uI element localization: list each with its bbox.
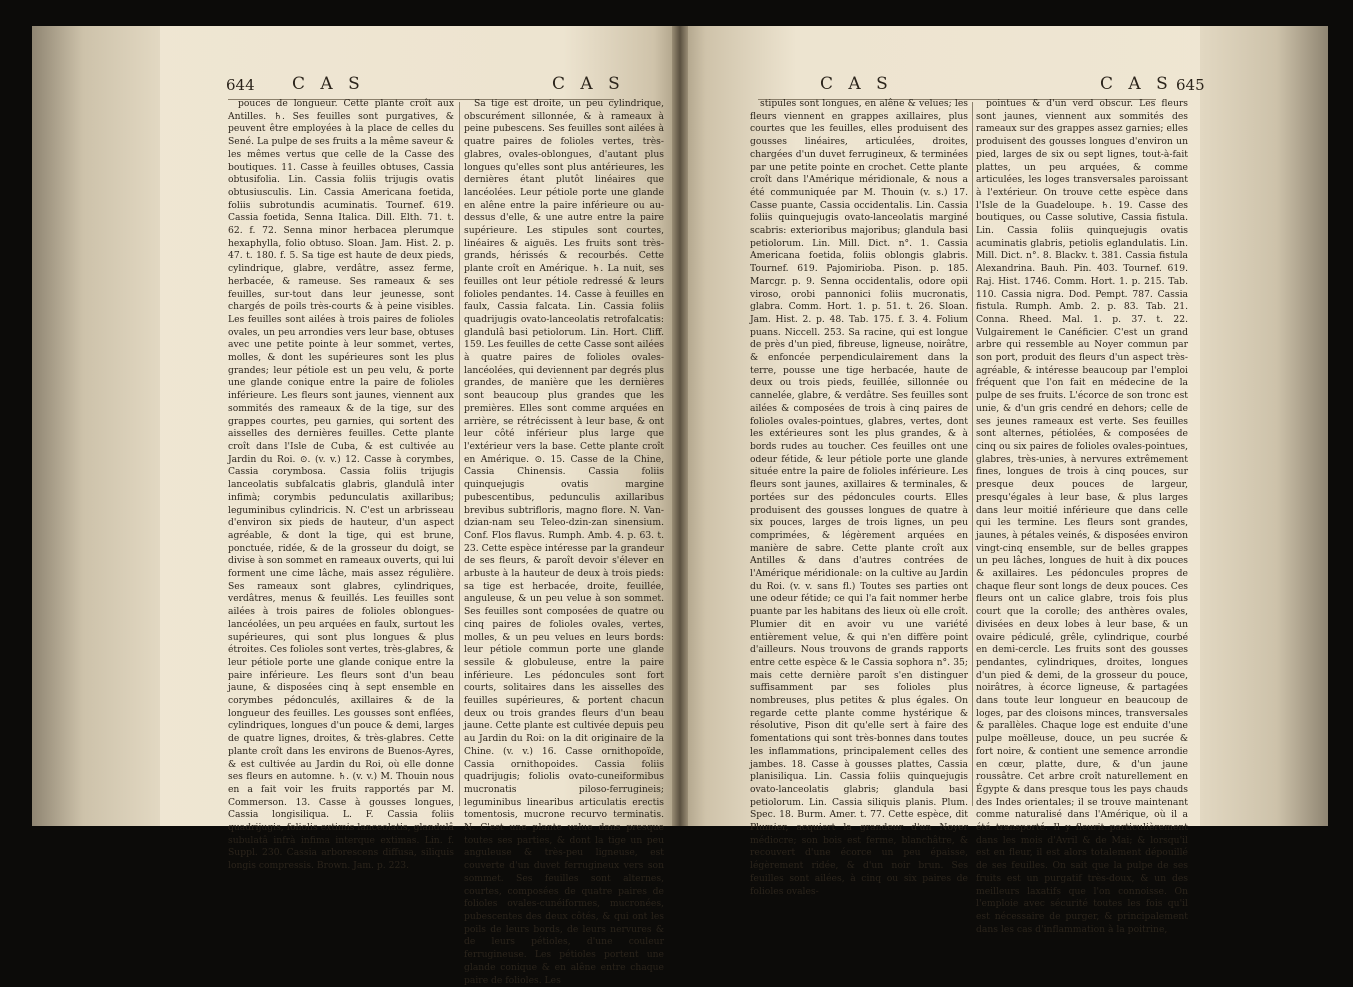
right-column-1-text: stipules sont longues, en alêne & velues; les fleurs viennent en grappes axillaires, plus courtes que les feuilles, elles produisent des gousses linéaires, articulées, droites, chargées d'un duvet ferrugineux, & terminées par une petite pointe en crochet. Cette plante croît dans l'Amérique méridionale, & nous a été communiquée par M. Thouin (v. s.) 17. Casse puante, Cassia occidentalis. Lin. Cassia foliis quinquejugis ovato-lanceolatis marginé scabris: exterioribus majoribus; glandula basi petiolorum. Lin. Mill. Dict. n°. 1. Cassia Americana foetida, foliis oblongis glabris. Tournef. 619. Pajomirioba. Pison. p. 185. Marcgr. p. 9. Senna occidentalis, odore opii viroso, orobi pannonici foliis mucronatis, glabra. Comm. Hort. 1. p. 51. t. 26. Sloan. Jam. Hist. 2. p. 48. Tab. 175. f. 3. 4. Folium puans. Niccell. 253. Sa racine, qui est longue de près d'un pied, fibreuse, ligneuse, noirâtre, & enfoncée perpendiculairement dans la terre, pousse une tige herbacée, haute de deux ou trois pieds, feuillée, sillonnée ou cannelée, glabre, & verdâtre. Ses feuilles sont ailées & composées de trois à cinq paires de folioles ovales-pointues, glabres, vertes, dont les extérieures sont les plus grandes, & à bords rudes au toucher. Ces feuilles ont une odeur fétide, & leur pétiole porte une glande située entre la paire de folioles inférieure. Les fleurs sont jaunes, axillaires & terminales, & portées sur des pédoncules courts. Elles produisent des gousses longues de quatre à six pouces, larges de trois lignes, un peu comprimées, & légèrement arquées en manière de sabre. Cette plante croît aux Antilles & dans d'autres contrées de l'Amérique méridionale: on la cultive au Jardin du Roi. (v. v. sans fl.) Toutes ses parties ont une odeur fétide; ce qui l'a fait nommer herbe puante par les habitans des lieux où elle croît. Plumier dit en avoir vu une variété entièrement velue, & qui n'en diffère point d'ailleurs. Nous trouvons de grands rapports entre cette espèce & le Cassia sophora n°. 35; mais cette dernière paroît s'en distinguer suffisamment par ses folioles plus nombreuses, plus petites & plus égales. On regarde cette plante comme hystérique & résolutive, Pison dit qu'elle sert à faire des fomentations qui sont très-bonnes dans toutes les inflammations, principalement celles des jambes. 18. Casse à gousses plattes, Cassia planisiliqua. Lin. Cassia foliis quinquejugis ovato-lanceolatis glabris; glandula basi petiolorum. Lin. Cassia siliquis planis. Plum. Spec. 18. Burm. Amer. t. 77. Cette espèce, dit Plumier, acquiert la grandeur d'un Noyer médiocre; son bois est ferme, blanchâtre, & recouvert d'une écorce un peu épaisse, légèrement ridée, & d'un noir brun. Ses feuilles sont ailées, à cinq ou six paires de folioles ovales-	[750, 98, 968, 897]
left-column-2-text: Sa tige est droite, un peu cylindrique, obscurément sillonnée, & à rameaux à peine pubescens. Ses feuilles sont ailées à quatre paires de folioles vertes, très-glabres, ovales-oblongues, d'autant plus longues qu'elles sont plus antérieures, les dernières étant plutôt linéaires que lancéolées. Leur pétiole porte une glande en alêne entre la paire inférieure ou au-dessus d'elle, & une autre entre la paire supérieure. Les stipules sont courtes, linéaires & aiguës. Les fruits sont très-grands, hérissés & recourbés. Cette plante croît en Amérique. ♄. La nuit, ses feuilles ont leur pétiole redressé & leurs folioles pendantes. 14. Casse à feuilles en faulx, Cassia falcata. Lin. Cassia foliis quadrijugis ovato-lanceolatis retrofalcatis: glandulâ basi petiolorum. Lin. Hort. Cliff. 159. Les feuilles de cette Casse sont ailées à quatre paires de folioles ovales-lancéolées, qui deviennent par degrés plus grandes, de manière que les dernières sont beaucoup plus grandes que les premières. Elles sont comme arquées en arrière, se rétrécissent à leur base, & ont leur côté inférieur plus large que l'extérieur vers la base. Cette plante croît en Amérique. ⊙. 15. Casse de la Chine, Cassia Chinensis. Cassia foliis quinquejugis ovatis margine pubescentibus, pedunculis axillaribus brevibus subtrifloris, magno flore. N. Van-dzian-nam seu Teleo-dzin-zan sinensium. Conf. Flos flavus. Rumph. Amb. 4. p. 63. t. 23. Cette espèce intéresse par la grandeur de ses fleurs, & paroît devoir s'élever en arbuste à la hauteur de deux à trois pieds: sa tige est herbacée, droite, feuillée, anguleuse, & un peu velue à son sommet. Ses feuilles sont composées de quatre ou cinq paires de folioles ovales, vertes, molles, & un peu velues en leurs bords: leur pétiole commun porte une glande sessile & globuleuse, entre la paire inférieure. Les pédoncules sont fort courts, solitaires dans les aisselles des feuilles supérieures, & portent chacun deux ou trois grandes fleurs d'un beau jaune. Cette plante est cultivée depuis peu au Jardin du Roi: on la dit originaire de la Chine. (v. v.) 16. Casse ornithopoïde, Cassia ornithopoides. Cassia foliis quadrijugis; foliolis ovato-cuneiformibus mucronatis piloso-ferrugineis; leguminibus linearibus articulatis erectis tomentosis, mucrone recurvo terminatis. N. C'est une plante velue dans presque toutes ses parties, & dont la tige un peu anguleuse & très-peu ligneuse, est couverte d'un duvet ferrugineux vers son sommet. Ses feuilles sont alternes, courtes, composées de quatre paires de folioles ovales-cunéiformes, mucronées, pubescentes des deux côtés, & qui ont les poils de leurs bords, de leurs nervures & de leurs pétioles, d'une couleur ferrugineuse. Les pétioles portent une glande conique & en alêne entre chaque paire de folioles. Les	[464, 98, 664, 986]
right-page	[680, 26, 1328, 935]
left-column-divider	[459, 102, 460, 806]
book-gutter	[672, 26, 688, 826]
running-head-left-1: C A S	[292, 74, 365, 94]
running-head-right-2: C A S	[1100, 74, 1173, 94]
left-page-column-2	[464, 98, 664, 986]
right-column-divider	[972, 102, 973, 806]
left-column-1-text: pouces de longueur. Cette plante croît aux Antilles. ♄. Ses feuilles sont purgatives, & peuvent être employées à la place de celles du Sené. La pulpe de ses fruits a la même saveur & les mêmes vertus que celle de la Casse des boutiques. 11. Casse à feuilles obtuses, Cassia obtusifolia. Lin. Cassia foliis trijugis ovatis obtusiusculis. Lin. Cassia Americana foetida, foliis subrotundis acuminatis. Tournef. 619. Cassia foetida, Senna Italica. Dill. Elth. 71. t. 62. f. 72. Senna minor herbacea plerumque hexaphylla, folio obtuso. Sloan. Jam. Hist. 2. p. 47. t. 180. f. 5. Sa tige est haute de deux pieds, cylindrique, glabre, verdâtre, assez ferme, herbacée, & rameuse. Ses rameaux & ses feuilles, sur-tout dans leur jeunesse, sont chargés de poils très-courts & à peine visibles. Les feuilles sont ailées à trois paires de folioles ovales, un peu arrondies vers leur base, obtuses avec une petite pointe à leur sommet, vertes, molles, & dont les supérieures sont les plus grandes; leur pétiole est un peu velu, & porte une glande conique entre la paire de folioles inférieure. Les fleurs sont jaunes, viennent aux sommités des rameaux & de la tige, sur des grappes courtes, peu garnies, qui sortent des aisselles des dernières feuilles. Cette plante croît dans l'Isle de Cuba, & est cultivée au Jardin du Roi. ⊙. (v. v.) 12. Casse à corymbes, Cassia corymbosa. Cassia foliis trijugis lanceolatis subfalcatis glabris, glandulâ inter infimà; corymbis pedunculatis axillaribus; leguminibus cylindricis. N. C'est un arbrisseau d'environ six pieds de hauteur, d'un aspect agréable, & dont la tige, qui est brune, ponctuée, ridée, & de la grosseur du doigt, se divise à son sommet en rameaux ouverts, qui lui forment une cime lâche, mais assez régulière. Ses rameaux sont glabres, cylindriques, verdâtres, menus & feuillés. Les feuilles sont ailées à trois paires de folioles oblongues-lancéolées, un peu arquées en faulx, surtout les supérieures, qui sont plus longues & plus étroites. Ces folioles sont vertes, très-glabres, & leur pétiole porte une glande conique entre la paire inférieure. Les fleurs sont d'un beau jaune, & disposées cinq à sept ensemble en corymbes pédonculés, axillaires & de la longueur des feuilles. Les gousses sont enflées, cylindriques, longues d'un pouce & demi, larges de quatre lignes, droites, & très-glabres. Cette plante croît dans les environs de Buenos-Ayres, & est cultivée au Jardin du Roi, où elle donne ses fleurs en automne. ♄. (v. v.) M. Thouin nous en a fait voir les fruits rapportés par M. Commerson. 13. Casse à gousses longues, Cassia longisiliqua. L. F. Cassia foliis quadrijugis, foliolis extimis lanceolatis, glandulâ subulatâ infrà infima interque extimas. Lin. f. Suppl. 230. Cassia arborescens diffusa, siliquis longis compressis. Brown. Jam. p. 223.	[228, 98, 454, 872]
page-number-left: 644	[226, 76, 255, 94]
right-column-2-text: pointues & d'un verd obscur. Les fleurs sont jaunes, viennent aux sommités des rameaux sur des grappes assez garnies; elles produisent des gousses longues d'environ un pied, larges de six ou sept lignes, tout-à-fait plattes, un peu arquées, & comme articulées, les loges transversales paroissant à l'extérieur. On trouve cette espèce dans l'Isle de la Guadeloupe. ♄. 19. Casse des boutiques, ou Casse solutive, Cassia fistula. Lin. Cassia foliis quinquejugis ovatis acuminatis glabris, petiolis eglandulatis. Lin. Mill. Dict. n°. 8. Blackv. t. 381. Cassia fistula Alexandrina. Bauh. Pin. 403. Tournef. 619. Raj. Hist. 1746. Comm. Hort. 1. p. 215. Tab. 110. Cassia nigra. Dod. Pempt. 787. Cassia fistula. Rumph. Amb. 2. p. 83. Tab. 21. Conna. Rheed. Mal. 1. p. 37. t. 22. Vulgairement le Canéficier. C'est un grand arbre qui ressemble au Noyer commun par son port, produit des fleurs d'un aspect très-agréable, & intéresse beaucoup par l'emploi fréquent que l'on fait en médecine de la pulpe de ses fruits. L'écorce de son tronc est unie, & d'un gris cendré en dehors; celle de ses jeunes rameaux est verte. Ses feuilles sont alternes, pétiolées, & composées de cinq ou six paires de folioles ovales-pointues, glabres, très-unies, à nervures extrêmement fines, longues de trois à cinq pouces, sur presque deux pouces de largeur, presqu'égales à leur base, & plus larges dans leur moitié inférieure que dans celle qui les termine. Les fleurs sont grandes, jaunes, à pétales veinés, & disposées environ vingt-cinq ensemble, sur de belles grappes un peu lâches, longues de huit à dix pouces & axillaires. Les pédoncules propres de chaque fleur sont longs de deux pouces. Ces fleurs ont un calice glabre, trois fois plus court que la corolle; des anthères ovales, divisées en deux lobes à leur base, & un ovaire pédiculé, grêle, cylindrique, courbé en demi-cercle. Les fruits sont des gousses pendantes, cylindriques, droites, longues d'un pied & demi, de la grosseur du pouce, noirâtres, à écorce ligneuse, & partagées dans toute leur longueur en beaucoup de loges, par des cloisons minces, transversales & parallèles. Chaque loge est enduite d'une pulpe moëlleuse, douce, un peu sucrée & fort noire, & contient une semence arrondie en cœur, platte, dure, & d'un jaune roussâtre. Cet arbre croît naturellement en Égypte & dans presque tous les pays chauds des Indes orientales; il se trouve maintenant comme naturalisé dans l'Amérique, où il a été transporté. Il y fleurit particulièrement dans les mois d'Avril & de Mai; & lorsqu'il est en fleur, il est alors totalement dépouillé de ses feuilles. On sait que la pulpe de ses fruits est un purgatif très-doux, & un des meilleurs laxatifs que l'on connoisse. On l'emploie avec sécurité toutes les fois qu'il est nécessaire de purger, & principalement dans les cas d'inflammation à la poitrine,	[976, 98, 1188, 935]
running-head-left-2: C A S	[552, 74, 625, 94]
page-number-right: 645	[1176, 76, 1205, 94]
right-page-column-2	[976, 98, 1188, 935]
left-page-column-1	[228, 98, 454, 872]
open-book	[32, 26, 1328, 986]
right-page-edge	[1200, 26, 1328, 826]
right-page-column-1	[750, 98, 968, 897]
left-page	[32, 26, 680, 986]
left-page-edge	[32, 26, 160, 826]
running-head-right-1: C A S	[820, 74, 893, 94]
